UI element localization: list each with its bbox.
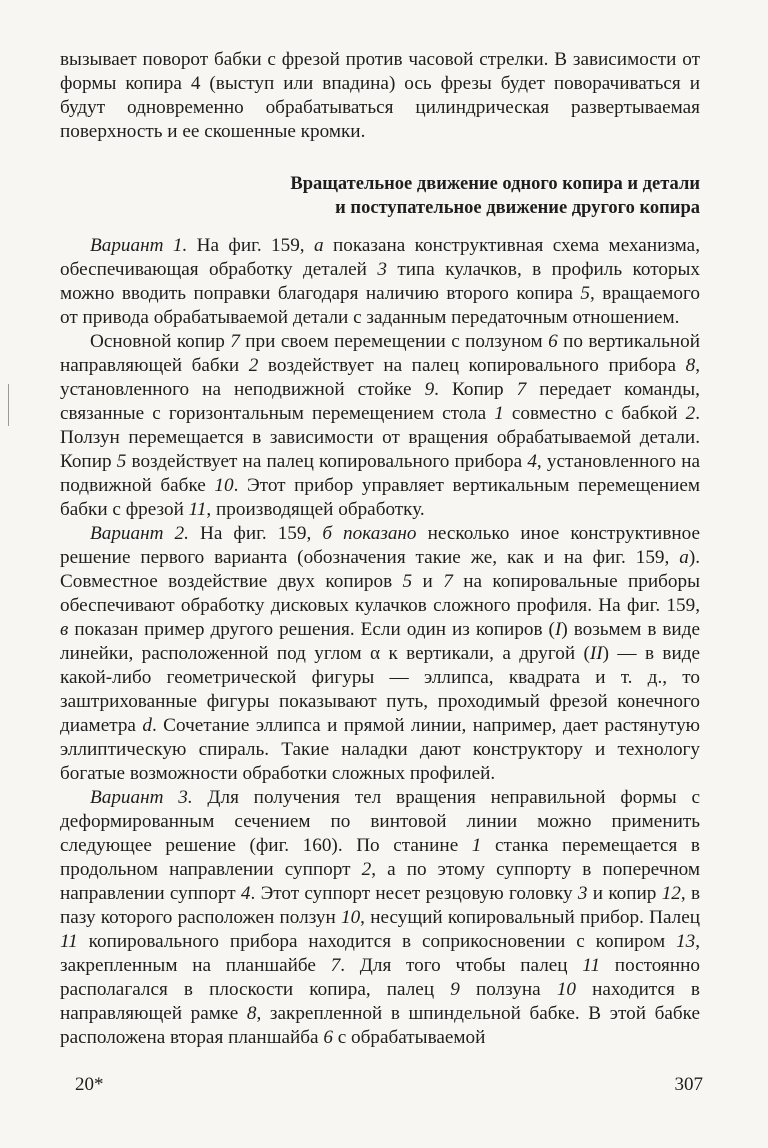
variant-label: Вариант 3.	[90, 787, 193, 808]
paragraph-main-copier: Основной копир 7 при своем перемещении с ползуном 6 по вертикальной направляющей бабки 2 воздействует на палец копировального прибора 8, установленного на неподвижной стойке 9. Копир 7 передает команды, связанные с горизонтальным перемещением стола 1 совместно с бабкой 2. Ползун перемещается в зависимости от вращения обрабатываемой детали. Копир 5 воздействует на палец копировального прибора 4, установленного на подвижной бабке 10. Этот прибор управляет вертикальным перемещением бабки с фрезой 11, производящей обработку.	[60, 331, 700, 520]
signature-mark: 20*	[75, 1074, 104, 1095]
variant-label: Вариант 2.	[90, 523, 189, 544]
scan-margin-mark	[8, 384, 9, 426]
paragraph-variant-3: Вариант 3. Для получения тел вращения неправильной формы с деформированным сечением по винтовой линии можно применить следующее решение (фиг. 160). По станине 1 станка перемещается в продольном направлении суппорт 2, а по этому суппорту в поперечном направлении суппорт 4. Этот суппорт несет резцовую головку 3 и копир 12, в пазу которого расположен ползун 10, несущий копировальный прибор. Палец 11 копировального прибора находится в соприкосновении с копиром 13, закрепленным на планшайбе 7. Для того чтобы палец 11 постоянно располагался в плоскости копира, палец 9 ползуна 10 находится в направляющей рамке 8, закрепленной в шпиндельной бабке. В этой бабке расположена вторая планшайба 6 с обрабатываемой	[60, 787, 701, 1048]
heading-line-2: и поступательное движение другого копира	[335, 198, 700, 218]
text-block	[60, 48, 700, 1050]
variant-label: Вариант 1.	[90, 235, 188, 256]
page-number: 307	[674, 1074, 703, 1095]
paragraph-variant-2: Вариант 2. На фиг. 159, б показано несколько иное конструктивное решение первого варианта (обозначения такие же, как и на фиг. 159, а). Совместное воздействие двух копиров 5 и 7 на копировальные приборы обеспечивают обработку дисковых кулачков сложного профиля. На фиг. 159, в показан пример другого решения. Если один из копиров (I) возьмем в виде линейки, расположенной под углом α к вертикали, а другой (II) — в виде какой-либо геометрической фигуры — эллипса, квадрата и т. д., то заштрихованные фигуры показывают путь, проходимый фрезой конечного диаметра d. Сочетание эллипса и прямой линии, например, дает растянутую эллиптическую спираль. Такие наладки дают конструктору и технологу богатые возможности обработки сложных профилей.	[60, 523, 701, 784]
intro-paragraph: вызывает поворот бабки с фрезой против часовой стрелки. В зависимости от формы копира 4 (выступ или впадина) ось фрезы будет поворачиваться и будут одновременно обрабатываться цилиндрическая развертываемая поверхность и ее скошенные кромки.	[60, 49, 700, 142]
page-footer	[75, 1074, 703, 1096]
section-heading	[60, 172, 700, 220]
heading-line-1: Вращательное движение одного копира и детали	[290, 174, 700, 194]
paragraph-variant-1: Вариант 1. На фиг. 159, а показана конструктивная схема механизма, обеспечивающая обработку деталей 3 типа кулачков, в профиль которых можно вводить поправки благодаря наличию второго копира 5, вращаемого от привода обрабатываемой детали с заданным передаточным отношением.	[60, 235, 700, 328]
